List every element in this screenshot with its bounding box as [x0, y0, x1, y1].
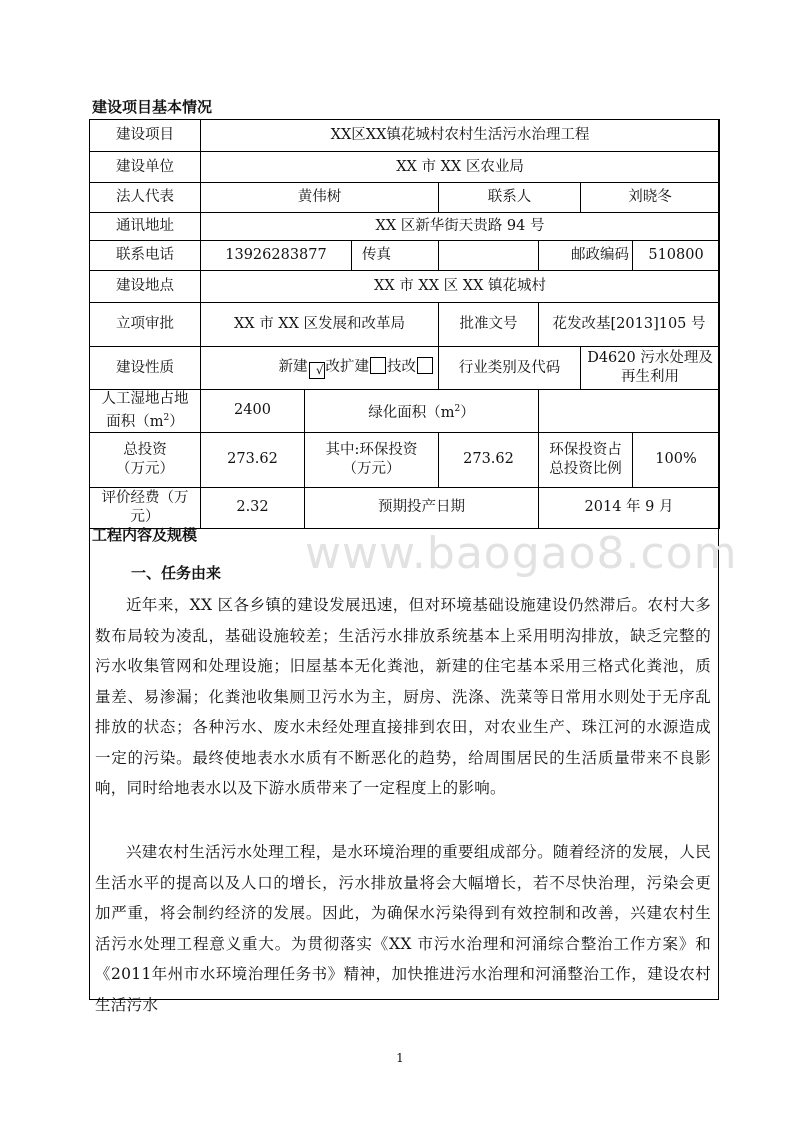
label-env-invest: 其中:环保投资 （万元）: [305, 432, 439, 487]
paragraph-background: 近年来，XX 区各乡镇的建设发展迅速，但对环境基础设施建设仍然滞后。农村大多数布局较为凌乱，基础设施较差；生活污水排放系统基本上采用明沟排放，缺乏完整的污水收集管网和处理设施；旧屋基本无化粪池，新建的住宅基本采用三格式化粪池，质量差、易渗漏；化粪池收集厕卫污水为主，厨房、洗涤、洗菜等日常用水则处于无序乱排放的状态；各种污水、废水未经处理直接排到农田，对农业生产、珠江河的水源造成一定的污染。最终使地表水水质有不断恶化的趋势，给周围居民的生活质量带来不良影响，同时给地表水以及下游水质带来了一定程度上的影响。: [95, 596, 711, 797]
value-wetland-area: 2400: [201, 390, 305, 433]
value-fax: [439, 241, 539, 271]
value-env-ratio: 100%: [633, 432, 720, 487]
paragraph-project-significance: 兴建农村生活污水处理工程，是水环境治理的重要组成部分。随着经济的发展，人民生活水平的提高以及人口的增长，污水排放量将会大幅增长，若不尽快治理，污染会更加严重，将会制约经济的发展。因此，为确保水污染得到有效控制和改善，兴建农村生活污水处理工程意义重大。为贯彻落实《XX 市污水治理和河涌综合整治工作方案》和《2011年州市水环境治理任务书》精神，加快推进污水治理和河涌整治工作，建设农村生活污水: [95, 843, 711, 1014]
value-location: XX 市 XX 区 XX 镇花城村: [201, 271, 720, 303]
value-total-invest: 273.62: [201, 432, 305, 487]
page-number: 1: [396, 1051, 404, 1065]
row-nature: [90, 347, 720, 390]
label-postcode: 邮政编码: [539, 241, 633, 271]
row-wetland: [90, 390, 720, 433]
label-env-ratio: 环保投资占 总投资比例: [539, 432, 633, 487]
value-phone: 13926283877: [201, 241, 352, 271]
value-unit: XX 市 XX 区农业局: [201, 152, 720, 183]
value-eval-fee: 2.32: [201, 487, 305, 528]
value-env-invest: 273.62: [439, 432, 539, 487]
section-title: 工程内容及规模: [92, 526, 198, 544]
project-info-table: [89, 119, 720, 529]
label-nature: 建设性质: [90, 347, 201, 390]
value-approval-no: 花发改基[2013]105 号: [539, 303, 720, 347]
row-investment: [90, 432, 720, 487]
label-production-date: 预期投产日期: [305, 487, 539, 528]
value-contact: 刘晓冬: [581, 183, 720, 213]
label-industry: 行业类别及代码: [439, 347, 581, 390]
checkbox-expand[interactable]: [370, 357, 386, 374]
label-contact: 联系人: [439, 183, 581, 213]
value-production-date: 2014 年 9 月: [539, 487, 720, 528]
label-green-area: 绿化面积$(m^2)$: [305, 390, 539, 433]
option-tech-label: 技改: [387, 359, 416, 375]
option-new-label: 新建: [278, 359, 308, 375]
label-wetland-area: 人工湿地占地 面积$(m^2)$: [90, 390, 201, 433]
row-address: [90, 213, 720, 241]
label-project: 建设项目: [90, 120, 201, 152]
row-phone: [90, 241, 720, 271]
value-industry: D4620 污水处理及再生利用: [581, 347, 720, 390]
row-approval: [90, 303, 720, 347]
checkbox-tech[interactable]: [417, 357, 433, 374]
row-legal-rep: [90, 183, 720, 213]
page-title: 建设项目基本情况: [92, 98, 213, 116]
label-fax: 传真: [352, 241, 439, 271]
label-eval-fee: 评价经费（万 元）: [90, 487, 201, 528]
row-location: [90, 271, 720, 303]
watermark: www.baogao8.com: [305, 528, 738, 579]
value-address: XX 区新华街天贵路 94 号: [201, 213, 720, 241]
value-postcode: 510800: [633, 241, 720, 271]
label-address: 通讯地址: [90, 213, 201, 241]
row-project: [90, 120, 720, 152]
option-expand-label: 改扩建: [325, 359, 369, 375]
value-legal-rep: 黄伟树: [201, 183, 439, 213]
checkbox-new[interactable]: √: [309, 362, 325, 379]
label-location: 建设地点: [90, 271, 201, 303]
value-green-area: [539, 390, 720, 433]
value-project: XX区XX镇花城村农村生活污水治理工程: [201, 120, 720, 152]
section-subtitle: 一、任务由来: [131, 564, 222, 582]
label-approval: 立项审批: [90, 303, 201, 347]
row-eval-fee: [90, 487, 720, 528]
label-approval-no: 批准文号: [439, 303, 539, 347]
nature-options: [201, 347, 439, 390]
label-total-invest: 总投资 （万元）: [90, 432, 201, 487]
row-unit: [90, 152, 720, 183]
label-phone: 联系电话: [90, 241, 201, 271]
value-approval: XX 市 XX 区发展和改革局: [201, 303, 439, 347]
label-unit: 建设单位: [90, 152, 201, 183]
label-legal-rep: 法人代表: [90, 183, 201, 213]
